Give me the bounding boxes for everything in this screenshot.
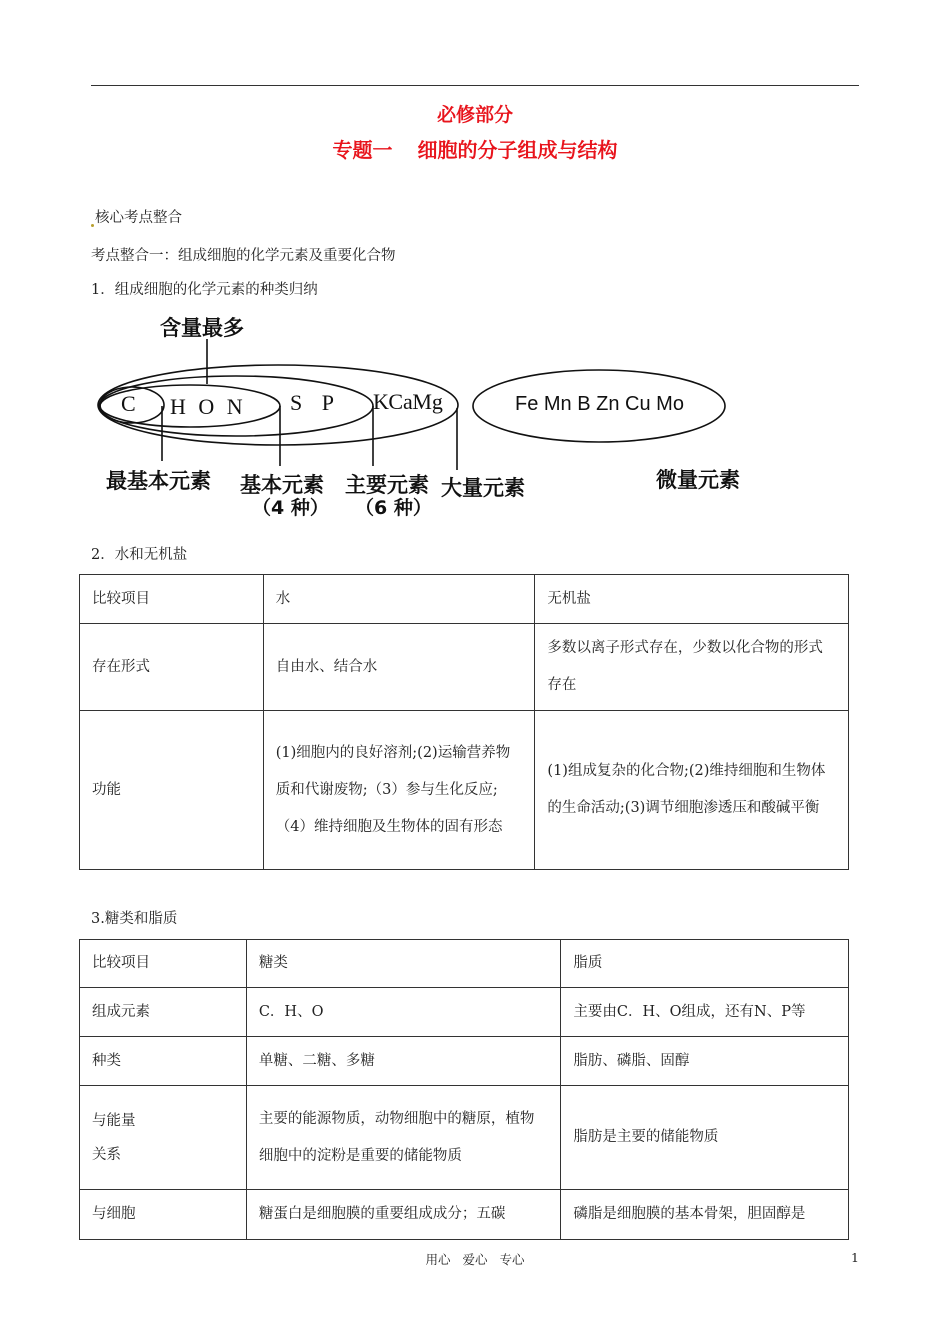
label-main-count: （6 种） [355, 497, 432, 519]
sugar-cell: 糖蛋白是细胞膜的重要组成成分；五碳 [246, 1190, 561, 1240]
header-rule [91, 85, 859, 86]
footer-motto: 用心 爱心 专心 [425, 1252, 525, 1267]
item-cell: 与细胞 [80, 1190, 247, 1240]
item-cell: 功能 [80, 711, 264, 870]
header-cell: 无机盐 [535, 575, 849, 624]
element-sp: S P [290, 390, 334, 415]
table-row [80, 1037, 849, 1086]
item-cell: 种类 [80, 1037, 247, 1086]
lipid-cell: 脂肪、磷脂、固醇 [561, 1037, 849, 1086]
header-cell: 脂质 [561, 940, 849, 988]
header-cell: 比较项目 [80, 575, 264, 624]
table-row [80, 1086, 849, 1190]
salt-cell: 多数以离子形式存在，少数以化合物的形式存在 [535, 624, 849, 711]
sugar-cell: 主要的能源物质，动物细胞中的糖原，植物细胞中的淀粉是重要的储能物质 [246, 1086, 561, 1190]
label-basic-most: 最基本元素 [106, 469, 211, 493]
header-cell: 比较项目 [80, 940, 247, 988]
bullet-dot-icon [91, 224, 94, 227]
table-row [80, 624, 849, 711]
table-row [80, 711, 849, 870]
table-row [80, 1190, 849, 1240]
element-c: C [121, 391, 136, 416]
sugar-lipid-table [79, 939, 849, 1240]
sugar-cell: 单糖、二糖、多糖 [246, 1037, 561, 1086]
item3-heading: 3.糖类和脂质 [91, 911, 178, 927]
item-cell: 组成元素 [80, 988, 247, 1037]
element-kcamg: K Ca Mg [373, 389, 443, 414]
point1-heading: 考点整合一：组成细胞的化学元素及重要化合物 [91, 248, 396, 264]
lipid-cell: 脂肪是主要的储能物质 [561, 1086, 849, 1190]
water-cell: 自由水、结合水 [263, 624, 535, 711]
water-salt-table [79, 574, 849, 870]
topic-title: 专题一 细胞的分子组成与结构 [332, 138, 618, 162]
item1-heading: 1．组成细胞的化学元素的种类归纳 [91, 282, 318, 298]
label-main: 主要元素 [345, 473, 429, 497]
label-basic: 基本元素 [240, 473, 324, 497]
table-row [80, 988, 849, 1037]
label-basic-count: （4 种） [252, 497, 329, 519]
header-cell: 糖类 [246, 940, 561, 988]
label-macro: 大量元素 [441, 476, 525, 500]
core-heading: 核心考点整合 [91, 206, 182, 227]
table-row [80, 940, 849, 988]
sugar-cell: C．H、O [246, 988, 561, 1037]
water-cell: (1)细胞内的良好溶剂;(2)运输营养物质和代谢废物;（3）参与生化反应;（4）维持细胞及生物体的固有形态 [263, 711, 535, 870]
lipid-cell: 主要由C．H、O组成，还有N、P等 [561, 988, 849, 1037]
part-title: 必修部分 [436, 104, 513, 126]
label-most-content: 含量最多 [160, 316, 244, 340]
element-micro: Fe Mn B Zn Cu Mo [515, 393, 684, 415]
table-row [80, 575, 849, 624]
label-micro: 微量元素 [656, 468, 740, 492]
salt-cell: (1)组成复杂的化合物;(2)维持细胞和生物体的生命活动;(3)调节细胞渗透压和酸碱平衡 [535, 711, 849, 870]
item2-heading: 2．水和无机盐 [91, 547, 188, 563]
page-number: 1 [851, 1250, 859, 1265]
item-cell: 与能量关系 [80, 1086, 247, 1190]
element-hon: H O N [170, 394, 243, 419]
header-cell: 水 [263, 575, 535, 624]
item-cell: 存在形式 [80, 624, 264, 711]
lipid-cell: 磷脂是细胞膜的基本骨架，胆固醇是 [561, 1190, 849, 1240]
